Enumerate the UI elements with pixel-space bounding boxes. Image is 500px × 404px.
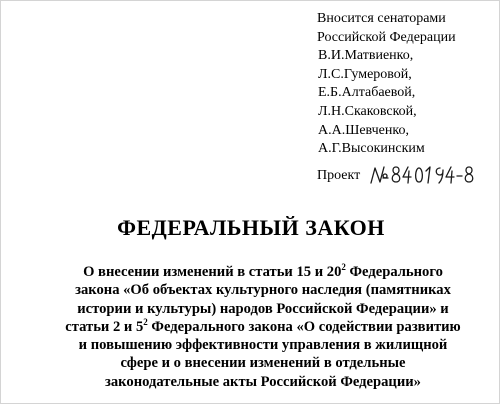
superscript: 2 [143,317,148,328]
submitter-name: В.И.Матвиенко, [318,48,414,64]
subtitle-text: О внесении изменений в статьи 15 и 20 [83,264,342,280]
submitter-name: А.А.Шевченко, [318,122,409,138]
submitters-block [317,10,456,159]
submitters-org: Российской Федерации [317,29,456,45]
subtitle-text: Федерального закона «О содействии развитию [147,318,461,335]
submitters-intro: Вносится сенаторами [317,11,446,26]
submitter-name: А.Г.Высокинским [318,141,425,157]
subtitle-line: истории и культуры) народов Российской Федерации» и [77,300,449,317]
project-number-block [317,163,476,189]
subtitle-line: сфере и о внесении изменений в отдельные [120,355,406,372]
submitter-name: Е.Б.Алтабаевой, [318,85,416,101]
subtitle-text: статьи 2 и 5 [65,318,144,335]
handwritten-project-number [368,163,476,189]
subtitle-line [51,263,475,281]
subtitle-line: и повышению эффективности управления в жилищной [78,337,448,354]
subtitle-line [51,318,475,336]
project-label: Проект [317,168,361,183]
superscript: 2 [341,262,346,273]
law-title: ФЕДЕРАЛЬНЫЙ ЗАКОН [117,215,385,240]
law-subtitle [51,263,475,391]
subtitle-text: Федерального [345,264,443,280]
subtitle-line: законодательные акты Российской Федерации» [105,373,421,390]
submitter-name: Л.Н.Скаковской, [318,103,417,119]
subtitle-line: закона «Об объектах культурного наследия (памятниках [75,282,451,299]
submitter-name: Л.С.Гумеровой, [318,66,412,82]
